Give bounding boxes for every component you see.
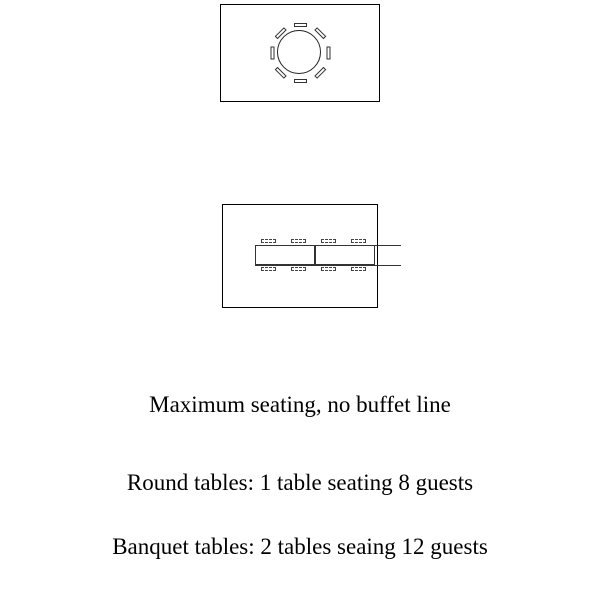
banquet-table-2 [315, 245, 375, 265]
chair-banquet-bottom-1 [261, 267, 276, 271]
chair-banquet-top-3 [321, 239, 336, 243]
round-table [277, 30, 321, 74]
room-outline-round [220, 4, 380, 102]
banquet-table-1 [255, 245, 315, 265]
chair-banquet-top-2 [291, 239, 306, 243]
banquet-seating-line-bottom [255, 265, 401, 266]
chair-banquet-bottom-4 [351, 267, 366, 271]
banquet-table-group [255, 237, 401, 273]
chair-round-1 [326, 47, 330, 60]
caption-round-tables: Round tables: 1 table seating 8 guests [126, 470, 474, 495]
caption-maximum-seating: Maximum seating, no buffet line [149, 392, 451, 417]
chair-round-3 [294, 79, 307, 83]
chair-banquet-bottom-2 [291, 267, 306, 271]
chair-round-7 [294, 23, 307, 27]
caption-banquet-tables: Banquet tables: 2 tables seaing 12 guests [112, 534, 488, 559]
chair-banquet-bottom-3 [321, 267, 336, 271]
chair-round-5 [270, 47, 274, 60]
room-outline-banquet [222, 204, 378, 308]
chair-banquet-top-4 [351, 239, 366, 243]
round-table-group [269, 22, 331, 84]
chair-round-2 [314, 67, 326, 79]
chair-banquet-top-1 [261, 239, 276, 243]
